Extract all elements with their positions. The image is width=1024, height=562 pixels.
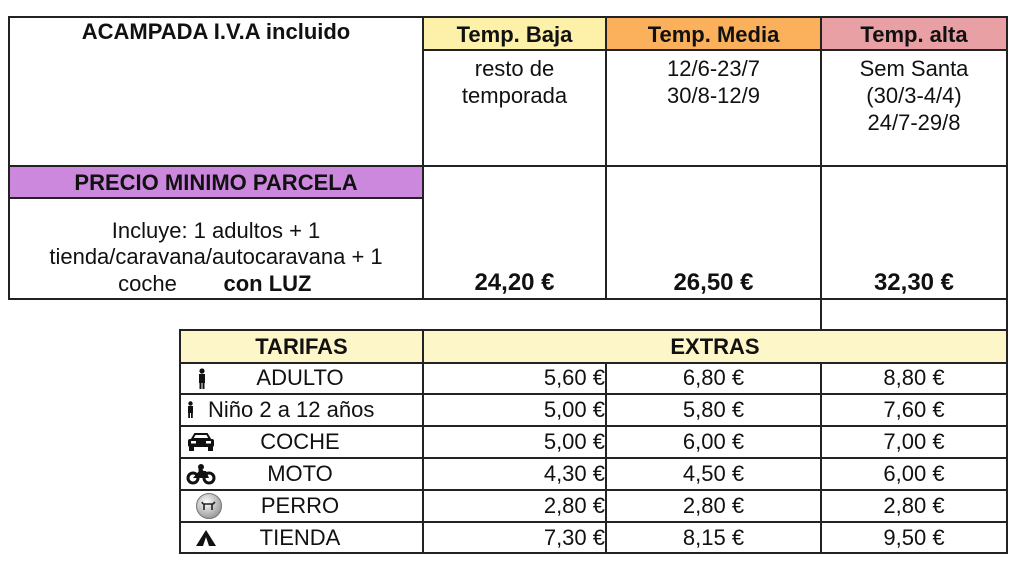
includes-line-2: tienda/caravana/autocaravana + 1 xyxy=(49,244,383,269)
rate-perro-alta: 2,80 € xyxy=(883,493,945,518)
season-media-dates-2: 30/8-12/9 xyxy=(667,83,760,108)
rate-moto-media: 4,50 € xyxy=(682,461,745,486)
row-label-nino: Niño 2 a 12 años xyxy=(208,397,375,422)
child-person-icon xyxy=(183,396,197,423)
season-baja-dates-2: temporada xyxy=(461,83,568,108)
tarifas-header: TARIFAS xyxy=(255,333,348,359)
row-label-tienda: TIENDA xyxy=(259,525,341,550)
car-icon xyxy=(184,428,218,456)
rate-adulto-baja: 5,60 € xyxy=(543,365,605,390)
rate-moto-alta: 6,00 € xyxy=(883,461,945,486)
rate-coche-alta: 7,00 € xyxy=(883,429,945,454)
table-title: ACAMPADA I.V.A incluido xyxy=(81,19,351,44)
min-price-alta: 32,30 € xyxy=(873,269,955,296)
rate-tienda-alta: 9,50 € xyxy=(883,525,945,550)
rate-perro-baja: 2,80 € xyxy=(543,493,605,518)
motorcycle-icon xyxy=(184,460,218,488)
rate-nino-alta: 7,60 € xyxy=(883,397,945,422)
min-price-baja: 24,20 € xyxy=(474,269,555,296)
rate-nino-media: 5,80 € xyxy=(682,397,745,422)
rate-coche-baja: 5,00 € xyxy=(543,429,605,454)
includes-line-1: Incluye: 1 adultos + 1 xyxy=(111,218,321,243)
min-price-media: 26,50 € xyxy=(673,269,754,296)
includes-bold: con LUZ xyxy=(223,271,312,296)
rate-tienda-baja: 7,30 € xyxy=(543,525,605,550)
season-alta-dates-1: Sem Santa xyxy=(859,56,969,81)
rate-nino-baja: 5,00 € xyxy=(543,397,605,422)
extras-header: EXTRAS xyxy=(670,333,760,359)
season-baja-label: Temp. Baja xyxy=(456,21,573,47)
row-label-coche: COCHE xyxy=(260,429,340,454)
season-alta-dates-2: (30/3-4/4) xyxy=(866,83,962,108)
includes-line-3: coche xyxy=(118,271,177,296)
row-label-moto: MOTO xyxy=(267,461,333,486)
rate-adulto-media: 6,80 € xyxy=(682,365,745,390)
season-media-label: Temp. Media xyxy=(647,21,780,47)
season-media-dates-1: 12/6-23/7 xyxy=(667,56,760,81)
row-label-adulto: ADULTO xyxy=(256,365,344,390)
row-label-perro: PERRO xyxy=(260,493,340,518)
rate-tienda-media: 8,15 € xyxy=(682,525,745,550)
rate-coche-media: 6,00 € xyxy=(682,429,745,454)
rate-perro-media: 2,80 € xyxy=(682,493,745,518)
season-alta-dates-3: 24/7-29/8 xyxy=(867,110,961,135)
rate-adulto-alta: 8,80 € xyxy=(883,365,945,390)
rate-moto-baja: 4,30 € xyxy=(543,461,605,486)
adult-person-icon xyxy=(192,364,212,393)
season-alta-label: Temp. alta xyxy=(860,21,968,47)
season-baja-dates-1: resto de xyxy=(474,56,555,81)
minimum-label: PRECIO MINIMO PARCELA xyxy=(74,169,358,195)
